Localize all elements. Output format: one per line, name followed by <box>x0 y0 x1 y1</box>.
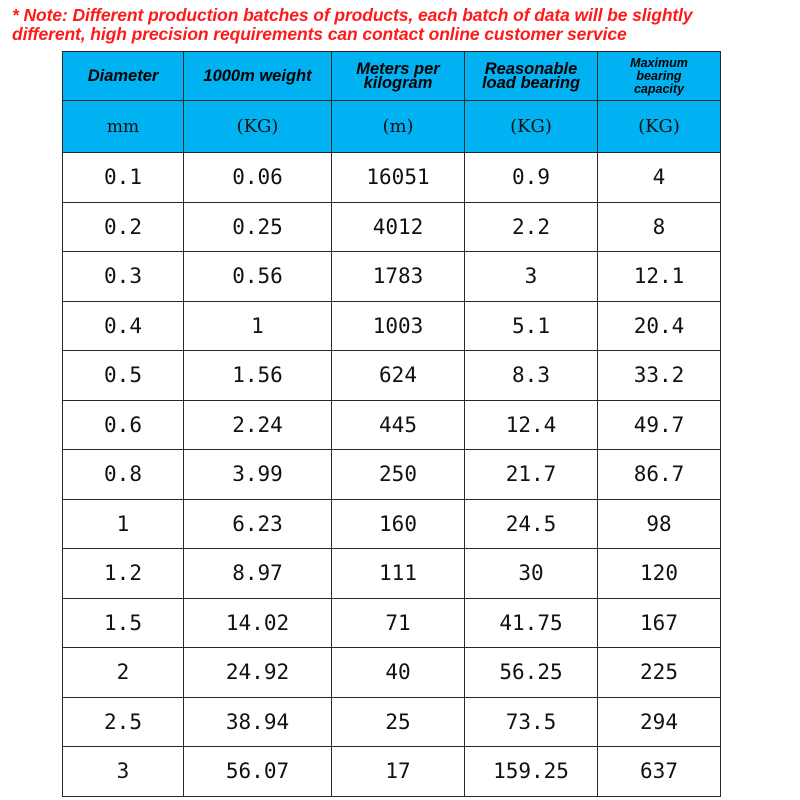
cell-meters-per-kilogram: 445 <box>332 400 465 450</box>
cell-diameter: 1.5 <box>63 598 184 648</box>
header-diameter: Diameter <box>63 52 184 101</box>
unit-1000m-weight: (KG) <box>184 101 332 153</box>
cell-meters-per-kilogram: 624 <box>332 351 465 401</box>
table-row <box>63 747 721 797</box>
header-meters-per-kilogram: Meters per kilogram <box>332 52 465 101</box>
cell-1000m-weight: 14.02 <box>184 598 332 648</box>
cell-meters-per-kilogram: 40 <box>332 648 465 698</box>
table-row <box>63 648 721 698</box>
cell-reasonable-load-bearing: 30 <box>465 549 598 599</box>
cell-1000m-weight: 6.23 <box>184 499 332 549</box>
cell-1000m-weight: 1.56 <box>184 351 332 401</box>
cell-meters-per-kilogram: 4012 <box>332 202 465 252</box>
table-row <box>63 697 721 747</box>
cell-1000m-weight: 0.06 <box>184 153 332 203</box>
cell-diameter: 1.2 <box>63 549 184 599</box>
cell-1000m-weight: 8.97 <box>184 549 332 599</box>
cell-meters-per-kilogram: 1783 <box>332 252 465 302</box>
table-row <box>63 351 721 401</box>
cell-diameter: 0.8 <box>63 450 184 500</box>
cell-diameter: 0.2 <box>63 202 184 252</box>
cell-1000m-weight: 3.99 <box>184 450 332 500</box>
batch-note <box>12 6 792 44</box>
unit-reasonable-load-bearing: (KG) <box>465 101 598 153</box>
cell-maximum-bearing-capacity: 49.7 <box>598 400 721 450</box>
table-row <box>63 301 721 351</box>
cell-meters-per-kilogram: 71 <box>332 598 465 648</box>
cell-maximum-bearing-capacity: 294 <box>598 697 721 747</box>
cell-reasonable-load-bearing: 12.4 <box>465 400 598 450</box>
cell-reasonable-load-bearing: 0.9 <box>465 153 598 203</box>
cell-1000m-weight: 0.56 <box>184 252 332 302</box>
cell-reasonable-load-bearing: 41.75 <box>465 598 598 648</box>
cell-diameter: 0.6 <box>63 400 184 450</box>
cell-diameter: 0.1 <box>63 153 184 203</box>
cell-maximum-bearing-capacity: 225 <box>598 648 721 698</box>
cell-meters-per-kilogram: 17 <box>332 747 465 797</box>
cell-maximum-bearing-capacity: 20.4 <box>598 301 721 351</box>
spec-table <box>62 51 721 797</box>
units-row <box>63 101 721 153</box>
cell-maximum-bearing-capacity: 8 <box>598 202 721 252</box>
cell-reasonable-load-bearing: 56.25 <box>465 648 598 698</box>
table-row <box>63 400 721 450</box>
cell-diameter: 0.5 <box>63 351 184 401</box>
table-row <box>63 499 721 549</box>
cell-maximum-bearing-capacity: 120 <box>598 549 721 599</box>
table-row <box>63 549 721 599</box>
cell-1000m-weight: 0.25 <box>184 202 332 252</box>
cell-maximum-bearing-capacity: 12.1 <box>598 252 721 302</box>
cell-meters-per-kilogram: 250 <box>332 450 465 500</box>
header-row <box>63 52 721 101</box>
cell-meters-per-kilogram: 111 <box>332 549 465 599</box>
cell-meters-per-kilogram: 160 <box>332 499 465 549</box>
cell-reasonable-load-bearing: 3 <box>465 252 598 302</box>
cell-reasonable-load-bearing: 73.5 <box>465 697 598 747</box>
cell-1000m-weight: 24.92 <box>184 648 332 698</box>
cell-reasonable-load-bearing: 24.5 <box>465 499 598 549</box>
cell-maximum-bearing-capacity: 637 <box>598 747 721 797</box>
cell-diameter: 2 <box>63 648 184 698</box>
cell-maximum-bearing-capacity: 4 <box>598 153 721 203</box>
cell-1000m-weight: 1 <box>184 301 332 351</box>
unit-maximum-bearing-capacity: (KG) <box>598 101 721 153</box>
cell-meters-per-kilogram: 16051 <box>332 153 465 203</box>
cell-1000m-weight: 38.94 <box>184 697 332 747</box>
cell-reasonable-load-bearing: 5.1 <box>465 301 598 351</box>
unit-meters-per-kilogram: (m) <box>332 101 465 153</box>
cell-meters-per-kilogram: 1003 <box>332 301 465 351</box>
cell-1000m-weight: 56.07 <box>184 747 332 797</box>
table-row <box>63 598 721 648</box>
header-1000m-weight: 1000m weight <box>184 52 332 101</box>
table-row <box>63 153 721 203</box>
table-row <box>63 450 721 500</box>
cell-1000m-weight: 2.24 <box>184 400 332 450</box>
cell-diameter: 3 <box>63 747 184 797</box>
cell-reasonable-load-bearing: 159.25 <box>465 747 598 797</box>
cell-meters-per-kilogram: 25 <box>332 697 465 747</box>
note-line-1: * Note: Different production batches of products, each batch of data will be slightly <box>12 5 693 25</box>
cell-maximum-bearing-capacity: 33.2 <box>598 351 721 401</box>
cell-diameter: 1 <box>63 499 184 549</box>
cell-reasonable-load-bearing: 8.3 <box>465 351 598 401</box>
header-reasonable-load-bearing: Reasonable load bearing <box>465 52 598 101</box>
unit-diameter: mm <box>63 101 184 153</box>
cell-diameter: 2.5 <box>63 697 184 747</box>
cell-reasonable-load-bearing: 21.7 <box>465 450 598 500</box>
header-maximum-bearing-capacity: Maximum bearing capacity <box>598 52 721 101</box>
cell-maximum-bearing-capacity: 167 <box>598 598 721 648</box>
cell-maximum-bearing-capacity: 98 <box>598 499 721 549</box>
table-row <box>63 252 721 302</box>
cell-diameter: 0.3 <box>63 252 184 302</box>
cell-diameter: 0.4 <box>63 301 184 351</box>
cell-maximum-bearing-capacity: 86.7 <box>598 450 721 500</box>
note-line-2: different, high precision requirements can contact online customer service <box>12 24 627 44</box>
table-row <box>63 202 721 252</box>
cell-reasonable-load-bearing: 2.2 <box>465 202 598 252</box>
